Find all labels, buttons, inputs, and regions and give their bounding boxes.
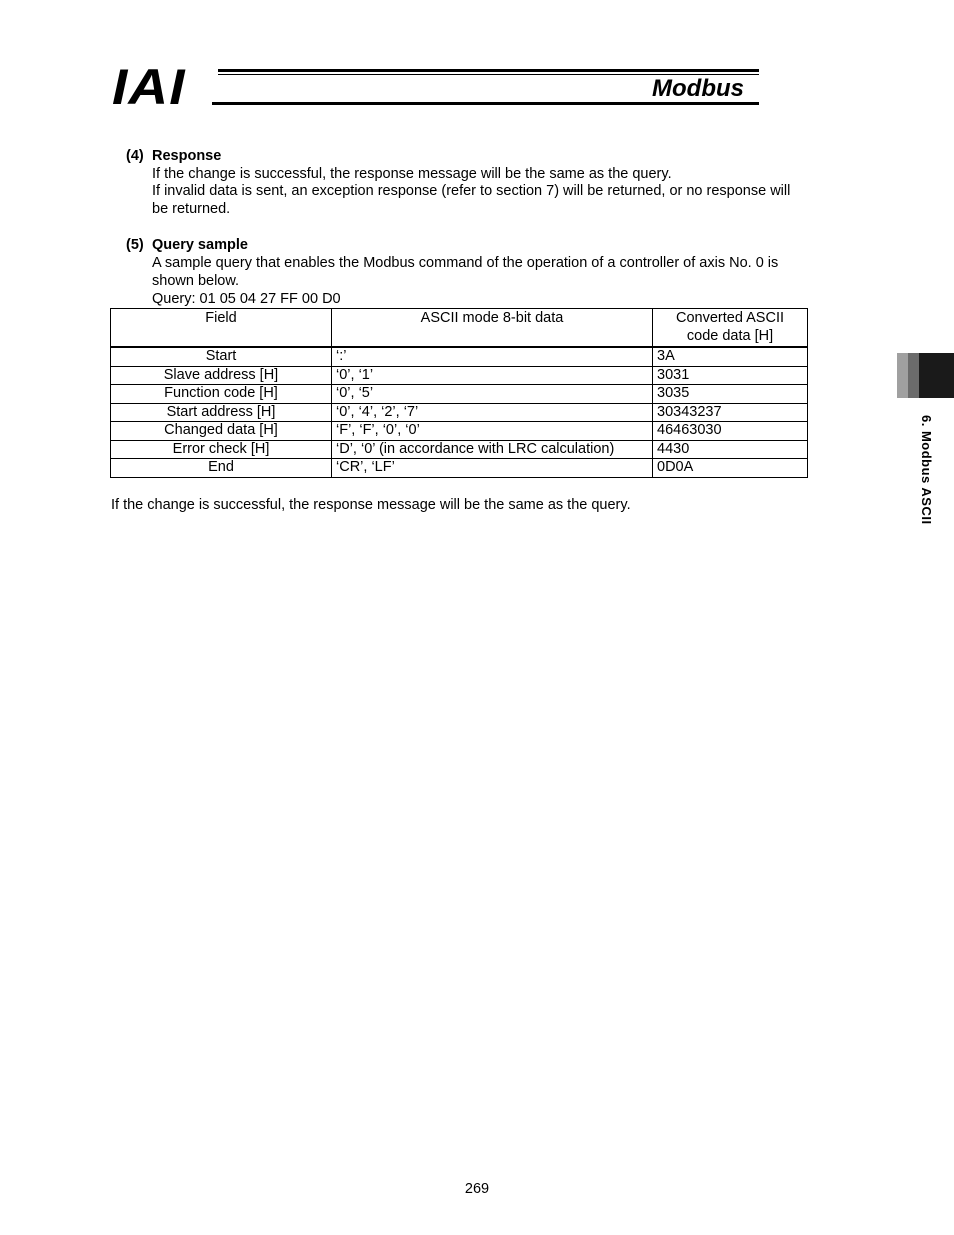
header-rule-bottom xyxy=(212,102,759,105)
section5-line1: A sample query that enables the Modbus command of the operation of a controller of axis No. 0 is xyxy=(152,255,779,271)
cell-field: Error check [H] xyxy=(111,440,332,459)
section5-query: Query: 01 05 04 27 FF 00 D0 xyxy=(152,291,341,307)
header-converted-line2: code data [H] xyxy=(686,327,774,344)
section5-line2: shown below. xyxy=(152,273,240,289)
query-sample-table xyxy=(110,308,808,478)
header-converted-line1: Converted ASCII xyxy=(676,310,784,326)
table-row xyxy=(111,440,808,459)
cell-ascii: ‘CR’, ‘LF’ xyxy=(332,459,653,478)
cell-converted: 3A xyxy=(653,347,808,366)
cell-field: Start xyxy=(111,347,332,366)
cell-ascii: ‘F’, ‘F’, ‘0’, ‘0’ xyxy=(332,422,653,441)
iai-logo: IAI xyxy=(112,59,186,115)
cell-converted: 46463030 xyxy=(653,422,808,441)
table-row xyxy=(111,459,808,478)
cell-field: Changed data [H] xyxy=(111,422,332,441)
cell-converted: 3031 xyxy=(653,366,808,385)
table-row xyxy=(111,347,808,366)
section4-line3: be returned. xyxy=(152,201,231,217)
side-tab-light xyxy=(897,353,908,398)
cell-field: Slave address [H] xyxy=(111,366,332,385)
table-row xyxy=(111,403,808,422)
side-tab-label: 6. Modbus ASCII xyxy=(919,415,934,525)
cell-converted: 0D0A xyxy=(653,459,808,478)
cell-ascii: ‘0’, ‘5’ xyxy=(332,385,653,404)
section5-number: (5) xyxy=(126,237,144,253)
cell-converted: 4430 xyxy=(653,440,808,459)
section4-heading: Response xyxy=(152,148,222,164)
header-cell-field: Field xyxy=(111,309,332,348)
cell-field: End xyxy=(111,459,332,478)
section4-line1: If the change is successful, the response message will be the same as the query. xyxy=(152,166,672,182)
section5-heading: Query sample xyxy=(152,237,248,253)
cell-field: Start address [H] xyxy=(111,403,332,422)
header-title: Modbus xyxy=(652,75,744,102)
header-cell-converted xyxy=(653,309,808,348)
cell-ascii: ‘D’, ‘0’ (in accordance with LRC calculation) xyxy=(332,440,653,459)
page-number: 269 xyxy=(464,1181,490,1197)
cell-converted: 30343237 xyxy=(653,403,808,422)
header-cell-ascii: ASCII mode 8-bit data xyxy=(332,309,653,348)
header-rule-top xyxy=(218,69,759,72)
table-row xyxy=(111,366,808,385)
cell-ascii: ‘:’ xyxy=(332,347,653,366)
table-row xyxy=(111,385,808,404)
cell-converted: 3035 xyxy=(653,385,808,404)
side-tab-mid xyxy=(908,353,919,398)
table-header-row xyxy=(111,309,808,348)
section4-number: (4) xyxy=(126,148,144,164)
footer-note: If the change is successful, the response message will be the same as the query. xyxy=(111,497,631,513)
cell-ascii: ‘0’, ‘1’ xyxy=(332,366,653,385)
table-row xyxy=(111,422,808,441)
section4-line2: If invalid data is sent, an exception response (refer to section 7) will be returned, or no response will xyxy=(152,183,791,199)
cell-ascii: ‘0’, ‘4’, ‘2’, ‘7’ xyxy=(332,403,653,422)
cell-field: Function code [H] xyxy=(111,385,332,404)
side-tab-dark xyxy=(919,353,954,398)
